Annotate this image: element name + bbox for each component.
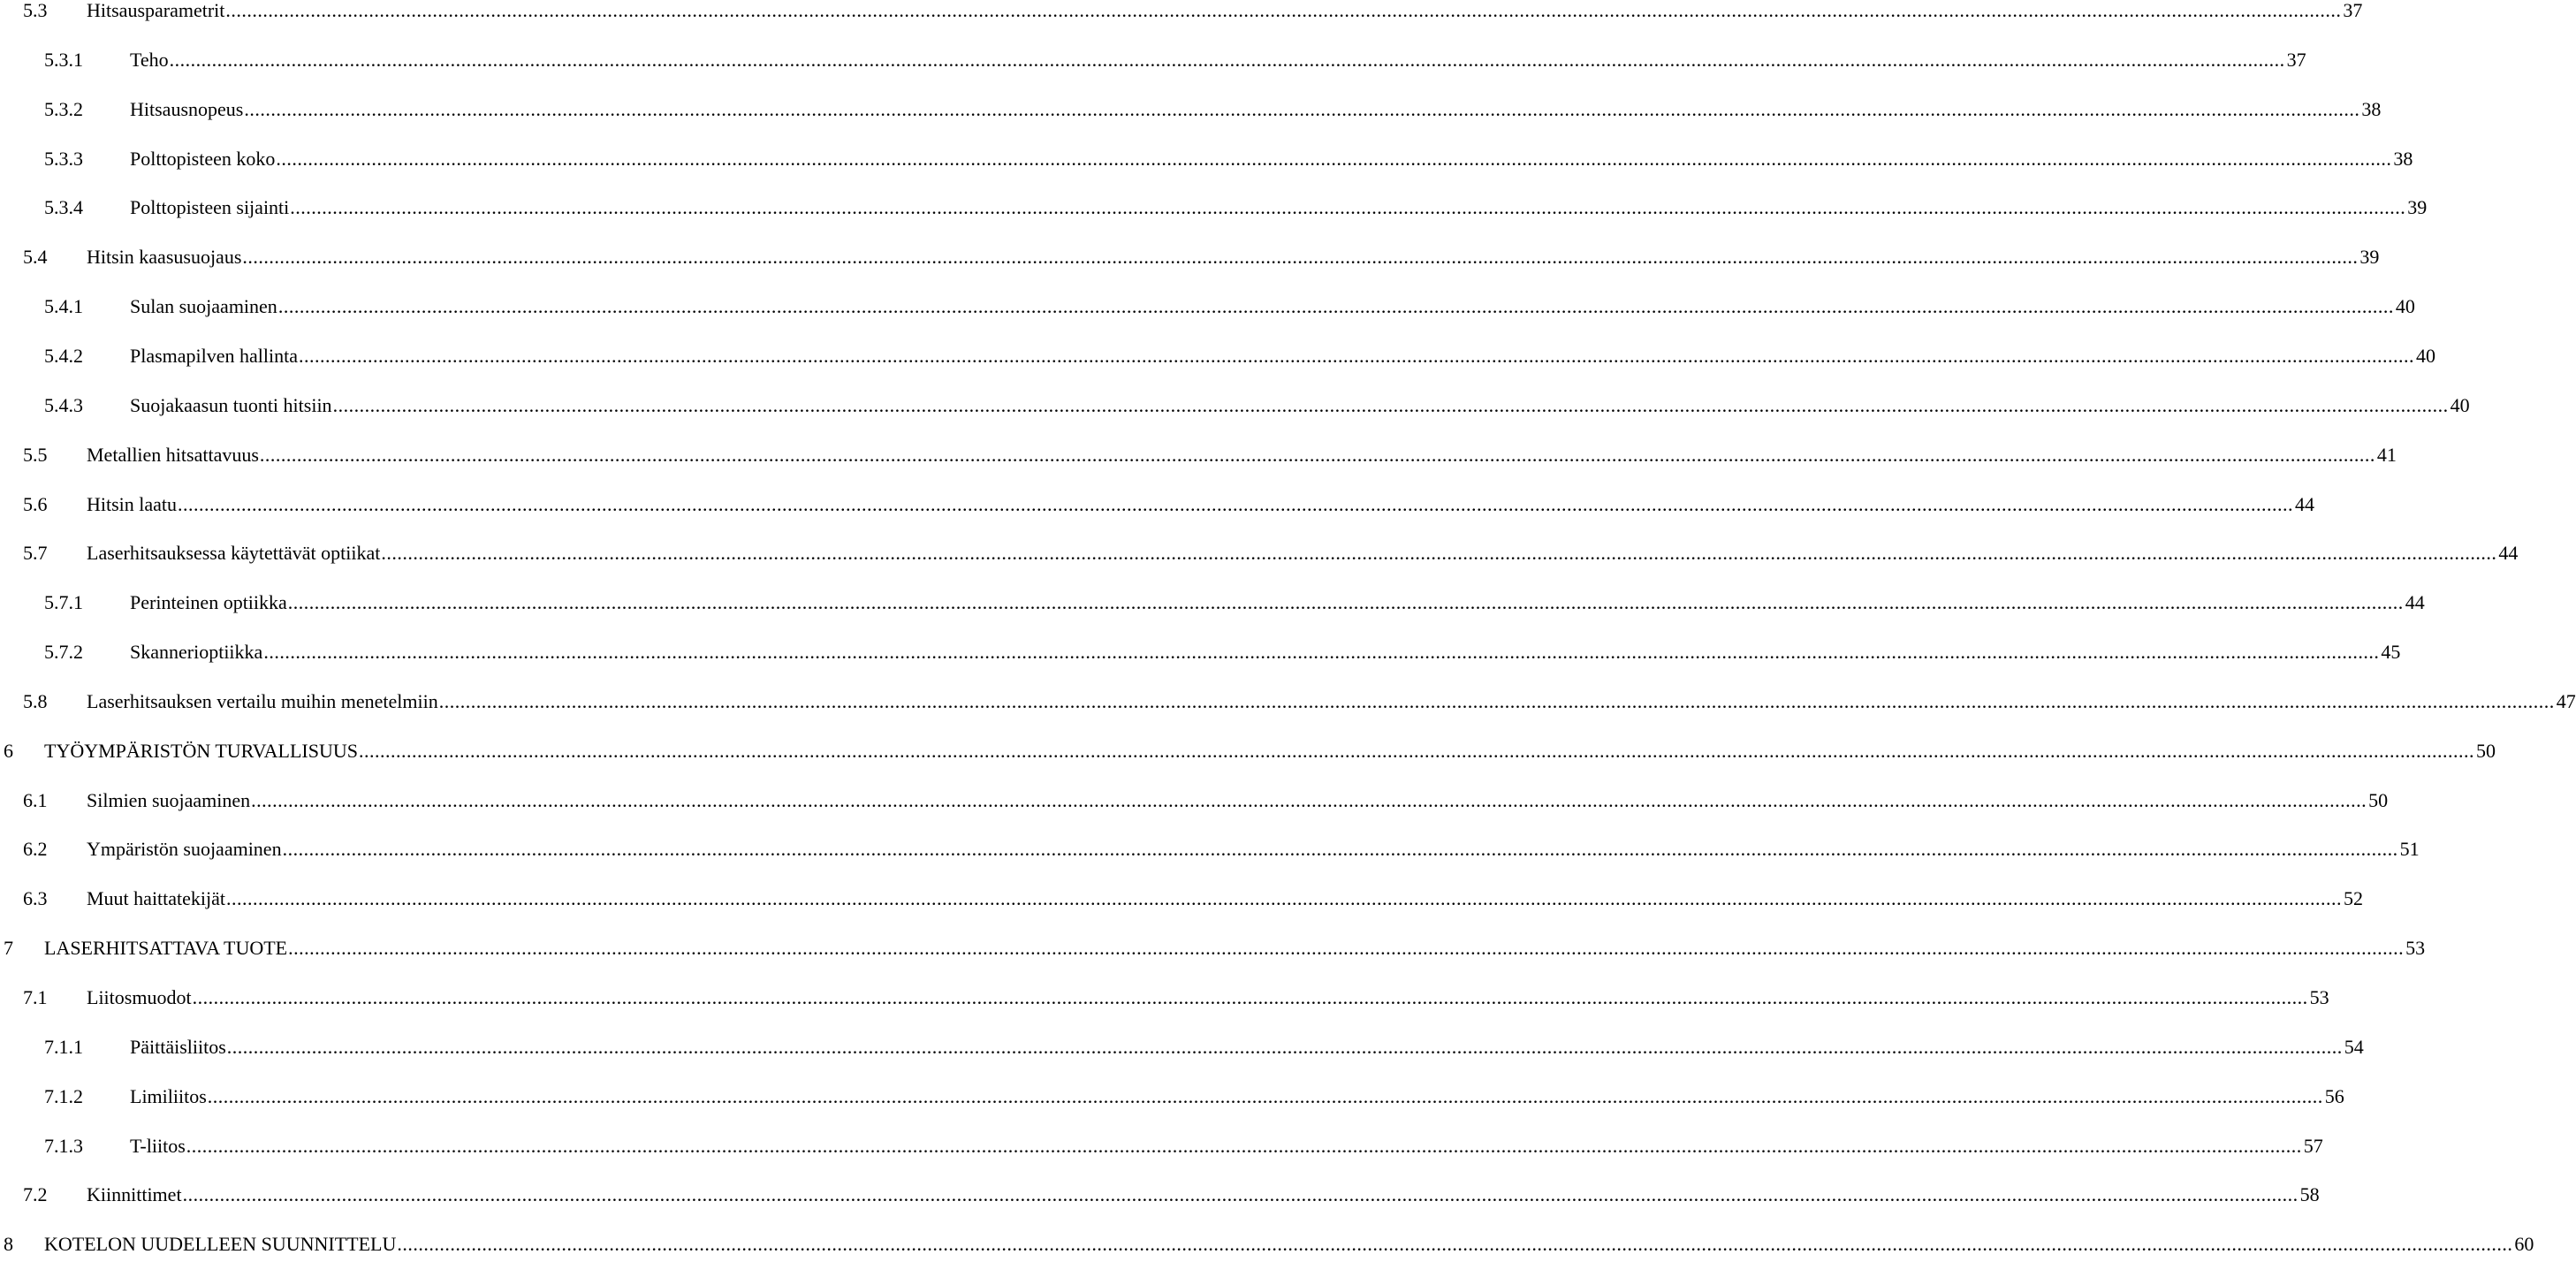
toc-entry-title: Hitsin kaasusuojaus	[87, 246, 242, 268]
toc-entry-number: 5.4	[23, 246, 48, 268]
toc-entry-title: T-liitos	[130, 1135, 186, 1157]
toc-entry-page-number: 50	[2368, 789, 2389, 811]
toc-entry-line	[130, 141, 2413, 177]
toc-entry-page-number: 44	[2405, 591, 2425, 613]
toc-entry-title: KOTELON UUDELLEEN SUUNNITTELU	[44, 1233, 397, 1255]
toc-dot-leader: ...............................................................................................................................................................................................................................................................................................................................................................................................................	[277, 295, 2394, 317]
toc-entry-number: 5.5	[23, 444, 48, 466]
toc-entry-line	[87, 881, 2364, 916]
toc-entry-number: 6	[4, 740, 13, 762]
toc-entry-page-number: 40	[2416, 345, 2436, 367]
toc-entry-page-number: 39	[2359, 246, 2380, 268]
toc-dot-leader: ...............................................................................................................................................................................................................................................................................................................................................................................................................	[290, 196, 2406, 218]
toc-entry-number: 5.8	[23, 690, 48, 712]
toc-entry-line	[44, 1227, 2534, 1262]
toc-entry[interactable]	[0, 487, 2315, 522]
toc-entry-page-number: 44	[2295, 493, 2315, 515]
toc-entry-page-number: 60	[2514, 1233, 2534, 1255]
toc-dot-leader: ...............................................................................................................................................................................................................................................................................................................................................................................................................	[299, 345, 2415, 367]
toc-entry-line	[87, 980, 2329, 1015]
toc-entry-number: 6.1	[23, 789, 48, 811]
toc-entry-line	[44, 931, 2426, 966]
toc-entry-title: Limiliitos	[130, 1085, 207, 1107]
toc-entry[interactable]	[0, 980, 2329, 1015]
toc-entry-number: 7.1.3	[44, 1135, 83, 1157]
toc-entry-title: Skannerioptiikka	[130, 641, 263, 663]
toc-entry-title: Liitosmuodot	[87, 986, 192, 1008]
toc-entry-line	[44, 734, 2496, 769]
toc-entry[interactable]	[0, 684, 2576, 719]
toc-entry-line	[130, 1079, 2344, 1114]
toc-entry-line	[87, 783, 2389, 818]
toc-entry-page-number: 50	[2475, 740, 2496, 762]
toc-entry-title: Päittäisliitos	[130, 1036, 226, 1058]
toc-entry-page-number: 37	[2343, 0, 2363, 21]
toc-entry-page-number: 58	[2299, 1183, 2320, 1205]
toc-entry[interactable]	[0, 289, 2415, 324]
toc-entry[interactable]	[0, 635, 2401, 670]
toc-dot-leader: ...............................................................................................................................................................................................................................................................................................................................................................................................................	[263, 641, 2380, 663]
toc-entry[interactable]	[0, 141, 2413, 177]
toc-entry[interactable]	[0, 0, 2363, 28]
toc-entry-title: Sulan suojaaminen	[130, 295, 277, 317]
toc-entry[interactable]	[0, 832, 2420, 867]
toc-entry-title: Hitsin laatu	[87, 493, 178, 515]
toc-entry-title: Metallien hitsattavuus	[87, 444, 259, 466]
toc-entry-title: LASERHITSATTAVA TUOTE	[44, 937, 288, 959]
toc-entry[interactable]	[0, 881, 2364, 916]
toc-entry[interactable]	[0, 1079, 2344, 1114]
toc-entry-page-number: 54	[2344, 1036, 2364, 1058]
toc-entry-number: 8	[4, 1233, 13, 1255]
toc-entry[interactable]	[0, 92, 2382, 127]
toc-entry-number: 7.2	[23, 1183, 48, 1205]
toc-entry-page-number: 38	[2393, 148, 2413, 170]
toc-entry-number: 5.7.2	[44, 641, 83, 663]
toc-entry-number: 5.3.1	[44, 49, 83, 71]
toc-dot-leader: ...............................................................................................................................................................................................................................................................................................................................................................................................................	[244, 98, 2360, 120]
toc-entry-title: Polttopisteen koko	[130, 148, 276, 170]
toc-entry-number: 7.1.2	[44, 1085, 83, 1107]
toc-entry-number: 6.2	[23, 838, 48, 860]
toc-entry-page-number: 39	[2407, 196, 2428, 218]
toc-entry-number: 5.3.3	[44, 148, 83, 170]
toc-entry-number: 5.4.2	[44, 345, 83, 367]
toc-dot-leader: ...............................................................................................................................................................................................................................................................................................................................................................................................................	[226, 887, 2343, 909]
toc-dot-leader: ...............................................................................................................................................................................................................................................................................................................................................................................................................	[192, 986, 2308, 1008]
toc-dot-leader: ...............................................................................................................................................................................................................................................................................................................................................................................................................	[225, 0, 2342, 21]
toc-dot-leader: ...............................................................................................................................................................................................................................................................................................................................................................................................................	[226, 1036, 2343, 1058]
toc-entry-line	[130, 388, 2470, 423]
toc-dot-leader: ...............................................................................................................................................................................................................................................................................................................................................................................................................	[259, 444, 2375, 466]
toc-entry[interactable]	[0, 1227, 2534, 1262]
toc-entry[interactable]	[0, 42, 2306, 78]
toc-entry-page-number: 41	[2376, 444, 2397, 466]
toc-entry-number: 6.3	[23, 887, 48, 909]
toc-entry-page-number: 53	[2405, 937, 2426, 959]
toc-entry[interactable]	[0, 1177, 2320, 1213]
toc-dot-leader: ...............................................................................................................................................................................................................................................................................................................................................................................................................	[332, 394, 2449, 416]
toc-dot-leader: ...............................................................................................................................................................................................................................................................................................................................................................................................................	[251, 789, 2367, 811]
toc-entry-number: 5.4.3	[44, 394, 83, 416]
toc-entry-title: Hitsausnopeus	[130, 98, 244, 120]
toc-entry-line	[130, 635, 2401, 670]
toc-entry-line	[87, 684, 2576, 719]
toc-entry-title: Silmien suojaaminen	[87, 789, 251, 811]
toc-entry-title: Hitsausparametrit	[87, 0, 225, 21]
toc-entry-title: Suojakaasun tuonti hitsiin	[130, 394, 332, 416]
toc-entry-line	[87, 1177, 2320, 1213]
toc-dot-leader: ...............................................................................................................................................................................................................................................................................................................................................................................................................	[358, 740, 2474, 762]
toc-entry-title: Perinteinen optiikka	[130, 591, 287, 613]
toc-entry-title: TYÖYMPÄRISTÖN TURVALLISUUS	[44, 740, 358, 762]
toc-dot-leader: ...............................................................................................................................................................................................................................................................................................................................................................................................................	[207, 1085, 2323, 1107]
toc-entry-number: 5.6	[23, 493, 48, 515]
toc-dot-leader: ...............................................................................................................................................................................................................................................................................................................................................................................................................	[288, 937, 2405, 959]
toc-entry-line	[130, 42, 2306, 78]
toc-entry-page-number: 45	[2381, 641, 2401, 663]
toc-entry-page-number: 37	[2286, 49, 2306, 71]
toc-entry[interactable]	[0, 239, 2380, 275]
toc-entry[interactable]	[0, 1129, 2323, 1164]
toc-entry-page-number: 38	[2361, 98, 2382, 120]
toc-entry[interactable]	[0, 338, 2436, 374]
toc-dot-leader: ...............................................................................................................................................................................................................................................................................................................................................................................................................	[186, 1135, 2302, 1157]
toc-entry-line	[87, 437, 2397, 473]
toc-entry-line	[130, 585, 2425, 620]
toc-entry-line	[130, 1030, 2364, 1065]
toc-entry[interactable]	[0, 783, 2389, 818]
toc-entry-page-number: 47	[2556, 690, 2576, 712]
toc-dot-leader: ...............................................................................................................................................................................................................................................................................................................................................................................................................	[178, 493, 2294, 515]
toc-entry-title: Ympäristön suojaaminen	[87, 838, 282, 860]
toc-entry-page-number: 56	[2324, 1085, 2344, 1107]
toc-entry[interactable]	[0, 437, 2397, 473]
toc-entry-page-number: 57	[2303, 1135, 2323, 1157]
toc-entry-title: Teho	[130, 49, 169, 71]
toc-entry-title: Laserhitsauksessa käytettävät optiikat	[87, 542, 381, 564]
toc-entry-line	[87, 0, 2363, 28]
toc-entry-page-number: 40	[2395, 295, 2415, 317]
toc-entry[interactable]	[0, 536, 2519, 571]
toc-entry-number: 5.3.2	[44, 98, 83, 120]
toc-entry-line	[130, 1129, 2323, 1164]
toc-entry[interactable]	[0, 1030, 2364, 1065]
toc-dot-leader: ...............................................................................................................................................................................................................................................................................................................................................................................................................	[438, 690, 2555, 712]
toc-entry-number: 5.7.1	[44, 591, 83, 613]
toc-entry-line	[87, 487, 2315, 522]
toc-entry[interactable]	[0, 585, 2425, 620]
toc-dot-leader: ...............................................................................................................................................................................................................................................................................................................................................................................................................	[276, 148, 2392, 170]
toc-entry-page-number: 40	[2450, 394, 2470, 416]
toc-entry-line	[87, 832, 2420, 867]
toc-entry-number: 7.1	[23, 986, 48, 1008]
toc-entry-title: Kiinnittimet	[87, 1183, 182, 1205]
toc-entry[interactable]	[0, 190, 2428, 225]
toc-entry-number: 7.1.1	[44, 1036, 83, 1058]
toc-dot-leader: ...............................................................................................................................................................................................................................................................................................................................................................................................................	[381, 542, 2497, 564]
toc-entry-title: Laserhitsauksen vertailu muihin menetelmiin	[87, 690, 438, 712]
toc-entry-page-number: 51	[2399, 838, 2420, 860]
toc-dot-leader: ...............................................................................................................................................................................................................................................................................................................................................................................................................	[242, 246, 2359, 268]
toc-dot-leader: ...............................................................................................................................................................................................................................................................................................................................................................................................................	[287, 591, 2404, 613]
toc-entry-number: 5.3	[23, 0, 48, 21]
toc-entry-page-number: 44	[2498, 542, 2519, 564]
toc-entry-line	[130, 190, 2428, 225]
toc-entry-number: 5.3.4	[44, 196, 83, 218]
toc-entry-title: Plasmapilven hallinta	[130, 345, 299, 367]
toc-entry-line	[87, 536, 2519, 571]
toc-entry[interactable]	[0, 388, 2470, 423]
toc-entry[interactable]	[0, 931, 2426, 966]
toc-entry-page-number: 53	[2309, 986, 2329, 1008]
toc-dot-leader: ...............................................................................................................................................................................................................................................................................................................................................................................................................	[169, 49, 2285, 71]
toc-entry-title: Muut haittatekijät	[87, 887, 226, 909]
toc-entry-line	[130, 289, 2415, 324]
toc-dot-leader: ...............................................................................................................................................................................................................................................................................................................................................................................................................	[282, 838, 2398, 860]
toc-dot-leader: ...............................................................................................................................................................................................................................................................................................................................................................................................................	[397, 1233, 2513, 1255]
toc-dot-leader: ...............................................................................................................................................................................................................................................................................................................................................................................................................	[182, 1183, 2299, 1205]
toc-entry-line	[130, 338, 2436, 374]
toc-entry-number: 5.4.1	[44, 295, 83, 317]
toc-entry-page-number: 52	[2344, 887, 2364, 909]
toc-entry-line	[87, 239, 2380, 275]
toc-entry-number: 7	[4, 937, 13, 959]
toc-entry-line	[130, 92, 2382, 127]
toc-entry-number: 5.7	[23, 542, 48, 564]
toc-entry[interactable]	[0, 734, 2496, 769]
toc-entry-title: Polttopisteen sijainti	[130, 196, 290, 218]
